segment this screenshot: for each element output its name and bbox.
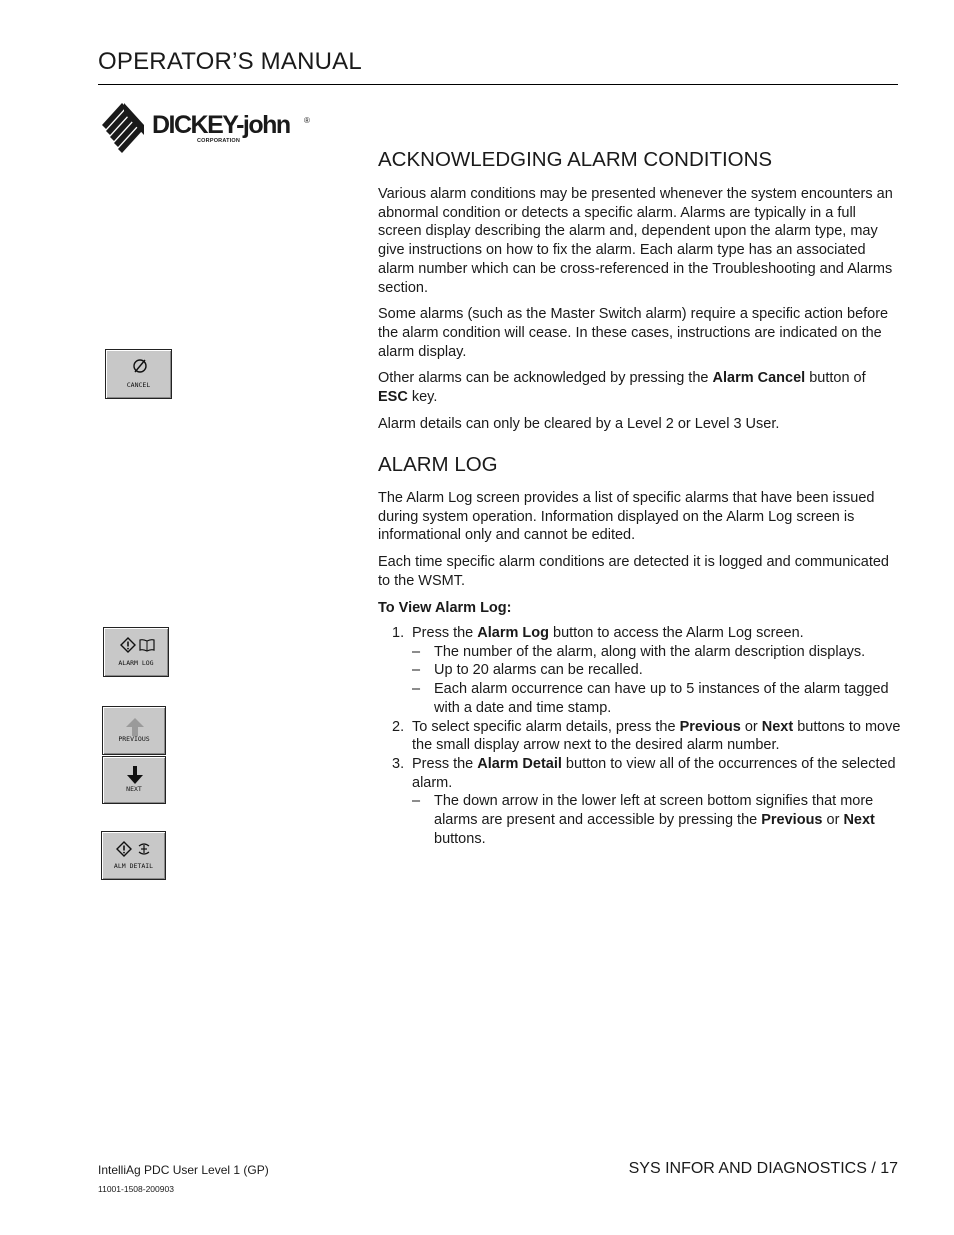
paragraph: The Alarm Log screen provides a list of specific alarms that have been issued during system operation. Information displayed on the Alarm Log screen is informational only and cannot be edited. bbox=[378, 490, 875, 544]
cancel-button[interactable] bbox=[105, 349, 172, 399]
paragraph: Alarm details can only be cleared by a Level 2 or Level 3 User. bbox=[378, 415, 780, 432]
header-divider bbox=[98, 84, 898, 85]
next-button[interactable] bbox=[102, 756, 166, 804]
list-item: – Up to 20 alarms can be recalled. bbox=[412, 662, 643, 679]
cancel-icon bbox=[132, 357, 148, 375]
footer-document-code: 11001-1508-200903 bbox=[98, 1184, 174, 1194]
previous-button[interactable] bbox=[102, 706, 166, 755]
book-icon bbox=[139, 638, 155, 652]
list-item: 1. Press the Alarm Log button to access the Alarm Log screen. bbox=[392, 625, 804, 641]
list-item: 3. Press the Alarm Detail button to view all of the occurrences of the selected alarm. bbox=[392, 755, 896, 791]
section-heading-acknowledging: ACKNOWLEDGING ALARM CONDITIONS bbox=[378, 148, 773, 171]
footer-product: IntelliAg PDC User Level 1 (GP) bbox=[98, 1163, 269, 1177]
alarm-log-button-label: ALARM LOG bbox=[118, 659, 154, 667]
procedure-title: To View Alarm Log: bbox=[378, 599, 512, 616]
alarm-log-button[interactable] bbox=[103, 627, 169, 677]
arrow-up-icon bbox=[125, 717, 145, 737]
cancel-button-label: CANCEL bbox=[126, 381, 151, 389]
list-item: – The number of the alarm, along with the alarm description displays. bbox=[412, 643, 866, 660]
paragraph: Other alarms can be acknowledged by pressing the Alarm Cancel button of ESC key. bbox=[378, 370, 866, 406]
section-heading-alarm-log: ALARM LOG bbox=[378, 453, 498, 476]
logo-registered: ® bbox=[304, 116, 310, 125]
alarm-icon bbox=[120, 637, 136, 653]
detail-icon bbox=[136, 841, 152, 857]
paragraph: Some alarms (such as the Master Switch alarm) require a specific action before the alarm condition will cease. In these cases, instructions are indicated on the alarm display. bbox=[378, 306, 889, 360]
section-acknowledging-body bbox=[378, 185, 898, 433]
next-button-label: NEXT bbox=[126, 785, 142, 793]
procedure-steps bbox=[378, 624, 903, 848]
alarm-detail-button-label: ALM DETAIL bbox=[113, 862, 154, 870]
alarm-detail-button[interactable] bbox=[101, 831, 166, 880]
list-item: 2. To select specific alarm details, press the Previous or Next buttons to move the small display arrow next to the desired alarm number. bbox=[392, 718, 901, 754]
logo-mark-icon bbox=[100, 101, 150, 155]
arrow-down-icon bbox=[125, 765, 145, 785]
alarm-icon bbox=[116, 841, 132, 857]
dickey-john-logo bbox=[100, 101, 330, 155]
list-item: – Each alarm occurrence can have up to 5 instances of the alarm tagged with a date and time stamp. bbox=[412, 681, 889, 716]
footer-page-number: SYS INFOR AND DIAGNOSTICS / 17 bbox=[628, 1160, 898, 1177]
paragraph: Each time specific alarm conditions are detected it is logged and communicated to the WSMT. bbox=[378, 554, 889, 589]
logo-corporation: CORPORATION bbox=[197, 138, 241, 144]
previous-button-label: PREVIOUS bbox=[118, 735, 150, 743]
section-alarm-log-body bbox=[378, 489, 898, 617]
paragraph: Various alarm conditions may be presented whenever the system encounters an abnormal condition or detects a specific alarm. Alarms are typically in a full screen display describing the alarm and, dependent upon the alarm type, may give instructions on how to fix the alarm. Each alarm type has an associated alarm number which can be cross-referenced in the Troubleshooting and Alarms section. bbox=[378, 186, 893, 296]
logo-wordmark: DICKEY-john bbox=[152, 111, 290, 139]
list-item: – The down arrow in the lower left at screen bottom signifies that more alarms are present and accessible by pressing the Previous or Next buttons. bbox=[412, 793, 875, 847]
page-header-title: OPERATOR’S MANUAL bbox=[98, 48, 362, 75]
